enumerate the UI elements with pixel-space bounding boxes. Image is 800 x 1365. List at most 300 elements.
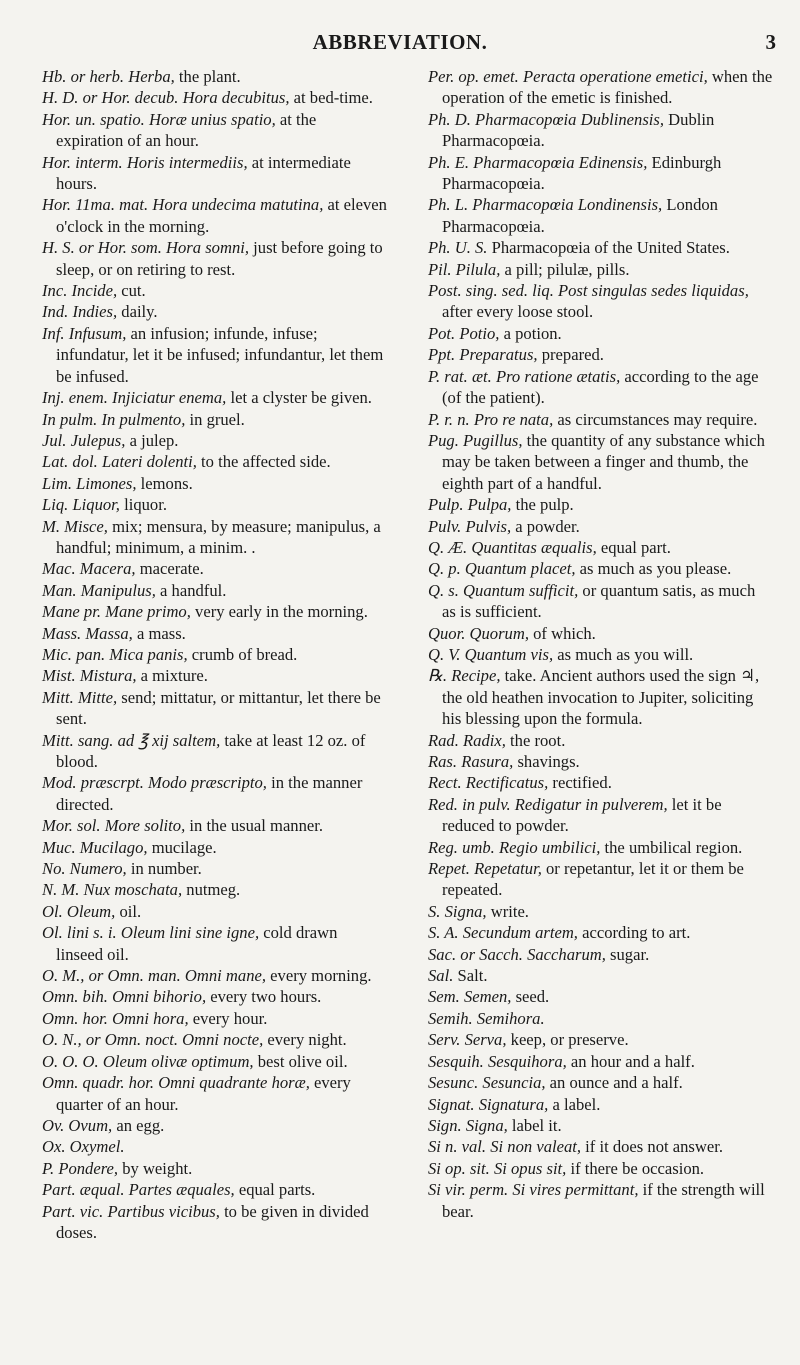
glossary-entry [42, 1201, 387, 1244]
entry-definition: take. Ancient authors used the sign ♃, the old heathen invocation to Jupiter, soliciting his blessing upon the formula. [442, 666, 760, 729]
entry-latin-term: Quorum, [469, 623, 529, 643]
entry-definition: the umbilical region. [600, 837, 743, 857]
entry-latin-term: Sesquihora, [487, 1051, 567, 1071]
entry-latin-term: Pulpa, [467, 495, 512, 515]
glossary-entry [42, 730, 387, 773]
page-title: ABBREVIATION. [312, 30, 488, 54]
entry-abbreviation: P. [42, 1158, 55, 1178]
entry-definition: by weight. [118, 1158, 193, 1178]
entry-abbreviation: P. r. n. [428, 409, 470, 429]
entry-latin-term: Si opus sit, [493, 1158, 567, 1178]
entry-definition: rectified. [548, 773, 612, 793]
entry-abbreviation: Serv. [428, 1030, 461, 1050]
entry-abbreviation: ℞. [428, 666, 448, 686]
entry-abbreviation: Ph. L. [428, 195, 469, 215]
entry-abbreviation: Ov. [42, 1115, 65, 1135]
entry-definition: at bed-time. [289, 88, 373, 108]
entry-definition: keep, or preserve. [506, 1030, 629, 1050]
glossary-entry [42, 601, 387, 622]
glossary-entry [42, 516, 387, 559]
entry-definition: at intermediate hours. [56, 152, 351, 194]
entry-abbreviation: Semih. [428, 1008, 473, 1028]
entry-latin-term: Pharmacopœia Londinensis, [472, 195, 663, 215]
entry-abbreviation: Mod. præscrpt. [42, 773, 144, 793]
glossary-entry [428, 1136, 773, 1157]
glossary-entry [42, 687, 387, 730]
page-number: 3 [765, 30, 776, 54]
glossary-entry [428, 558, 773, 579]
entry-latin-term: Preparatus, [459, 345, 538, 365]
entry-definition: Salt. [453, 966, 488, 986]
entry-latin-term: Semihora. [476, 1008, 545, 1028]
glossary-entry [42, 1072, 387, 1115]
entry-definition: a label. [548, 1094, 601, 1114]
entry-abbreviation: Mac. [42, 559, 76, 579]
entry-abbreviation: Rect. [428, 773, 462, 793]
glossary-entry [428, 537, 773, 558]
entry-abbreviation: O. O. O. [42, 1051, 99, 1071]
entry-abbreviation: Inc. [42, 281, 68, 301]
entry-latin-term: Signa, [444, 901, 487, 921]
entry-latin-term: Redigatur in pulverem, [514, 794, 668, 814]
entry-latin-term: Mane primo, [105, 602, 191, 622]
glossary-entry [428, 280, 773, 323]
glossary-entry [428, 965, 773, 986]
glossary-entry [42, 152, 387, 195]
entry-definition: lemons. [136, 473, 193, 493]
entry-definition: in gruel. [185, 409, 245, 429]
entry-latin-term: Mistura, [79, 666, 137, 686]
entry-abbreviation: Mist. [42, 666, 76, 686]
glossary-entry [42, 323, 387, 387]
entry-latin-term: Pro re nata, [473, 409, 554, 429]
glossary-entry [42, 1008, 387, 1029]
glossary-entry [428, 194, 773, 237]
entry-definition: seed. [511, 987, 550, 1007]
glossary-entry [428, 730, 773, 751]
entry-definition: Dublin Pharmacopœia. [442, 109, 715, 151]
entry-latin-term: Signa, [465, 1115, 508, 1135]
entry-latin-term: or Omn. man. Omni mane, [88, 966, 267, 986]
entry-latin-term: or Omn. noct. Omni nocte, [85, 1030, 264, 1050]
entry-definition: when the operation of the emetic is finished. [442, 67, 773, 108]
glossary-entry [428, 409, 773, 430]
entry-definition: in number. [126, 859, 202, 879]
glossary-entry [428, 109, 773, 152]
entry-definition: very early in the morning. [190, 602, 368, 622]
entry-abbreviation: Ph. E. [428, 152, 470, 172]
entry-abbreviation: Ind. [42, 302, 69, 322]
glossary-entry [428, 922, 773, 943]
glossary-entry [42, 87, 387, 108]
glossary-entry [42, 1179, 387, 1200]
entry-abbreviation: Pulv. [428, 516, 462, 536]
entry-latin-term: In pulmento, [101, 409, 186, 429]
left-column [42, 66, 387, 1243]
entry-definition: if the strength will bear. [442, 1180, 765, 1221]
entry-abbreviation: M. [42, 516, 60, 536]
entry-abbreviation: Part. vic. [42, 1201, 104, 1221]
glossary-entry [42, 430, 387, 451]
entry-latin-term: Pugillus, [463, 430, 523, 450]
entry-latin-term: or Hor. decub. Hora decubitus, [82, 88, 290, 108]
entry-abbreviation: Omn. hor. [42, 1008, 108, 1028]
glossary-entry [428, 1115, 773, 1136]
entry-abbreviation: Omn. quadr. hor. [42, 1073, 155, 1093]
entry-abbreviation: Si n. val. [428, 1137, 487, 1157]
entry-latin-term: Indies, [72, 302, 118, 322]
entry-abbreviation: Quor. [428, 623, 466, 643]
entry-definition: in the manner directed. [56, 773, 363, 814]
glossary-entry [428, 259, 773, 280]
entry-latin-term: or herb. Herba, [70, 67, 175, 86]
glossary-entry [428, 644, 773, 665]
entry-latin-term: Numero, [69, 859, 127, 879]
entry-abbreviation: Ox. [42, 1137, 66, 1157]
entry-definition: if it does not answer. [581, 1137, 723, 1157]
entry-definition: let a clyster be given. [226, 388, 372, 408]
entry-latin-term: Massa, [85, 623, 133, 643]
entry-abbreviation: Si vir. perm. [428, 1180, 509, 1200]
entry-latin-term: Repetatur, [474, 859, 542, 879]
entry-definition: at eleven o'clock in the morning. [56, 195, 387, 236]
entry-latin-term: Macera, [79, 559, 136, 579]
entry-definition: a handful. [155, 580, 227, 600]
entry-definition: to be given in divided doses. [56, 1201, 369, 1242]
entry-abbreviation: Sal. [428, 966, 454, 986]
entry-abbreviation: Mic. pan. [42, 644, 106, 664]
glossary-entry [428, 1051, 773, 1072]
entry-abbreviation: Rad. [428, 730, 459, 750]
entry-latin-term: Quantum vis, [464, 644, 554, 664]
entry-latin-term: Rasura, [461, 752, 514, 771]
entry-abbreviation: In pulm. [42, 409, 98, 429]
glossary-entry [42, 623, 387, 644]
entry-definition: nutmeg. [182, 880, 241, 900]
entry-latin-term: Radix, [463, 730, 506, 750]
entry-definition: if there be occasion. [566, 1158, 705, 1178]
entry-latin-term: Pilula, [455, 259, 501, 279]
entry-abbreviation: Pulp. [428, 495, 464, 515]
entry-definition: let it be reduced to powder. [442, 794, 722, 836]
entry-abbreviation: Mitt. [42, 687, 74, 707]
glossary-entry [42, 494, 387, 515]
entry-abbreviation: Omn. bih. [42, 987, 108, 1007]
entry-latin-term: Rectificatus, [465, 773, 549, 793]
glossary-entry [428, 794, 773, 837]
glossary-entry [428, 901, 773, 922]
entry-latin-term: Oleum olivæ optimum, [102, 1051, 254, 1071]
entry-abbreviation: Hor. interm. [42, 152, 123, 172]
entry-abbreviation: Ol. lini s. i. [42, 923, 117, 943]
entry-abbreviation: Q. p. [428, 559, 461, 579]
entry-latin-term: Serva, [464, 1030, 507, 1050]
entry-latin-term: Pharmacopœia Edinensis, [473, 152, 648, 172]
glossary-entry [42, 644, 387, 665]
glossary-entry [428, 772, 773, 793]
glossary-entry [428, 1179, 773, 1222]
entry-latin-term: Pulvis, [465, 516, 512, 536]
entry-latin-term: Liquor, [72, 495, 120, 515]
entry-abbreviation: Post. sing. sed. liq. [428, 281, 554, 301]
entry-latin-term: Sesuncia, [482, 1073, 546, 1093]
glossary-entry [42, 1158, 387, 1179]
entry-abbreviation: H. S. [42, 238, 75, 258]
entry-latin-term: Recipe, [451, 666, 501, 686]
entry-abbreviation: Hor. 11ma. mat. [42, 195, 149, 215]
entry-latin-term: Omni bihorio, [112, 987, 207, 1007]
glossary-entry [428, 494, 773, 515]
glossary-entry [42, 451, 387, 472]
entry-definition: or quantum satis, as much as is sufficient. [442, 580, 756, 622]
entry-latin-term: More solito, [104, 816, 186, 836]
entry-definition: Edinburgh Pharmacopœia. [442, 152, 722, 194]
entry-definition: the pulp. [511, 495, 574, 515]
entry-latin-term: Oxymel. [69, 1137, 125, 1157]
entry-latin-term: Infusum, [68, 323, 127, 343]
glossary-entry [428, 237, 773, 258]
glossary-entry [42, 858, 387, 879]
entry-latin-term: Julepus, [70, 430, 126, 450]
entry-abbreviation: Sesunc. [428, 1073, 479, 1093]
glossary-entry [428, 665, 773, 729]
entry-latin-term: Semen, [463, 987, 512, 1007]
entry-latin-term: Mica panis, [109, 644, 188, 664]
running-header [0, 30, 800, 54]
glossary-entry [428, 323, 773, 344]
entry-definition: a powder. [511, 516, 580, 536]
glossary-entry [42, 301, 387, 322]
glossary-entry [42, 1051, 387, 1072]
glossary-entry [42, 922, 387, 965]
right-column [428, 66, 773, 1222]
entry-latin-term: Lateri dolenti, [101, 452, 197, 472]
entry-definition: cut. [117, 281, 146, 301]
entry-abbreviation: Inj. enem. [42, 388, 108, 408]
entry-definition: every quarter of an hour. [56, 1073, 351, 1114]
entry-abbreviation: Lim. [42, 473, 72, 493]
entry-abbreviation: Signat. [428, 1094, 475, 1114]
entry-definition: an egg. [112, 1115, 165, 1135]
entry-latin-term: Post singulas sedes liquidas, [558, 281, 749, 301]
glossary-entry [42, 473, 387, 494]
entry-definition: mix; mensura, by measure; manipulus, a handful; minimum, a minim. . [56, 516, 381, 557]
entry-definition: every morning. [266, 966, 372, 986]
glossary-entry [42, 194, 387, 237]
entry-latin-term: Horis intermediis, [126, 152, 248, 172]
entry-definition: a pill; pilulæ, pills. [500, 259, 630, 279]
entry-definition: the plant. [174, 67, 241, 86]
entry-latin-term: Omni quadrante horæ, [158, 1073, 310, 1093]
entry-definition: cold drawn linseed oil. [56, 923, 338, 964]
glossary-entry [428, 366, 773, 409]
entry-definition: a julep. [125, 430, 179, 450]
glossary-entry [42, 965, 387, 986]
entry-abbreviation: Pil. [428, 259, 452, 279]
entry-definition: in the usual manner. [185, 816, 324, 836]
entry-abbreviation: Si op. sit. [428, 1158, 490, 1178]
entry-abbreviation: S. [428, 901, 441, 921]
entry-abbreviation: Mass. [42, 623, 82, 643]
entry-abbreviation: Mane pr. [42, 602, 101, 622]
entry-latin-term: Si non valeat, [490, 1137, 582, 1157]
glossary-entry [42, 280, 387, 301]
glossary-entry [42, 665, 387, 686]
glossary-entry [42, 409, 387, 430]
entry-abbreviation: Q. s. [428, 580, 459, 600]
entry-abbreviation: Sac. [428, 944, 457, 964]
glossary-entry [428, 1094, 773, 1115]
entry-latin-term: Mucilago, [79, 837, 148, 857]
entry-latin-term: Pondere, [58, 1158, 119, 1178]
glossary-entry [42, 387, 387, 408]
entry-definition: label it. [507, 1115, 562, 1135]
glossary-entry [42, 1136, 387, 1157]
entry-latin-term: Misce, [64, 516, 108, 536]
entry-latin-term: Omni hora, [112, 1008, 189, 1028]
entry-abbreviation: Liq. [42, 495, 69, 515]
entry-definition: a mixture. [136, 666, 208, 686]
entry-latin-term: Oleum, [66, 901, 116, 921]
entry-definition: as circumstances may require. [553, 409, 758, 429]
glossary-entry [42, 109, 387, 152]
entry-definition: mucilage. [147, 837, 217, 857]
entry-definition: sugar. [605, 944, 650, 964]
entry-definition: equal parts. [234, 1180, 316, 1200]
glossary-entry [42, 772, 387, 815]
entry-definition: oil. [115, 901, 142, 921]
entry-definition: daily. [117, 302, 158, 322]
entry-definition: send; mittatur, or mittantur, let there be sent. [56, 687, 381, 729]
glossary-entry [42, 558, 387, 579]
entry-latin-term: Modo præscripto, [148, 773, 267, 793]
glossary-entry [42, 837, 387, 858]
entry-definition: after every loose stool. [442, 302, 594, 322]
entry-abbreviation: O. N., [42, 1030, 82, 1050]
entry-definition: at the expiration of an hour. [56, 109, 317, 151]
entry-definition: shavings. [513, 752, 580, 771]
entry-definition: a mass. [132, 623, 186, 643]
entry-abbreviation: Sesquih. [428, 1051, 484, 1071]
glossary-entry [42, 1115, 387, 1136]
glossary-entry [428, 986, 773, 1007]
entry-definition: as much as you please. [575, 559, 732, 579]
entry-definition: every hour. [188, 1008, 268, 1028]
entry-latin-term: Nux moschata, [83, 880, 183, 900]
entry-definition: Pharmacopœia of the United States. [487, 238, 730, 258]
glossary-entry [428, 344, 773, 365]
entry-latin-term: or Sacch. Saccharum, [460, 944, 606, 964]
entry-latin-term: Regio umbilici, [498, 837, 601, 857]
glossary-entry [42, 1029, 387, 1050]
entry-latin-term: Incide, [71, 281, 118, 301]
entry-abbreviation: Pot. [428, 323, 456, 343]
entry-latin-term: Quantum placet, [464, 559, 576, 579]
entry-latin-term: Pharmacopœia Dublinensis, [475, 109, 665, 129]
entry-definition: as much as you will. [553, 644, 694, 664]
glossary-entry [428, 430, 773, 494]
entry-latin-term: Si vires permittant, [512, 1180, 639, 1200]
entry-abbreviation: No. [42, 859, 66, 879]
glossary-entry [42, 237, 387, 280]
entry-latin-term: Ovum, [68, 1115, 113, 1135]
entry-latin-term: Hora undecima matutina, [152, 195, 324, 215]
entry-abbreviation: Ras. [428, 752, 458, 771]
glossary-entry [42, 901, 387, 922]
entry-definition: of which. [528, 623, 596, 643]
entry-definition: an infusion; infunde, infuse; infundatur, let it be infused; infundantur, let them be infused. [56, 323, 384, 386]
glossary-entry [428, 1072, 773, 1093]
entry-definition: an ounce and a half. [545, 1073, 683, 1093]
entry-latin-term: Mitte, [77, 687, 118, 707]
entry-definition: write. [486, 901, 529, 921]
entry-definition: an hour and a half. [566, 1051, 695, 1071]
entry-abbreviation: Sign. [428, 1115, 462, 1135]
glossary-entry [428, 837, 773, 858]
glossary-entry [428, 152, 773, 195]
glossary-entry [428, 751, 773, 772]
entry-abbreviation: Jul. [42, 430, 67, 450]
entry-latin-term: Potio, [459, 323, 500, 343]
entry-abbreviation: O. M., [42, 966, 85, 986]
entry-latin-term: Quantum sufficit, [463, 580, 579, 600]
glossary-entry [428, 1158, 773, 1179]
entry-abbreviation: Inf. [42, 323, 65, 343]
glossary-entry [42, 815, 387, 836]
entry-abbreviation: N. M. [42, 880, 80, 900]
entry-abbreviation: S. A. [428, 923, 459, 943]
glossary-entry [42, 986, 387, 1007]
glossary-entry [42, 580, 387, 601]
entry-abbreviation: Red. in pulv. [428, 794, 511, 814]
entry-definition: just before going to sleep, or on retiring to rest. [56, 238, 383, 279]
entry-abbreviation: Ol. [42, 901, 63, 921]
entry-abbreviation: Reg. umb. [428, 837, 495, 857]
entry-definition: the root. [505, 730, 566, 750]
entry-definition: best olive oil. [253, 1051, 348, 1071]
glossary-entry [428, 516, 773, 537]
entry-abbreviation: Lat. dol. [42, 452, 98, 472]
entry-latin-term: Secundum artem, [462, 923, 578, 943]
entry-definition: prepared. [537, 345, 604, 365]
entry-definition: every night. [263, 1030, 347, 1050]
glossary-entry [428, 623, 773, 644]
entry-latin-term: Oleum lini sine igne, [120, 923, 260, 943]
entry-latin-term: or Hor. som. Hora somni, [78, 238, 250, 258]
entry-latin-term: Signatura, [478, 1094, 549, 1114]
entry-abbreviation: Mitt. sang. ad ℥ xij saltem, [42, 730, 221, 750]
entry-definition: take at least 12 oz. of blood. [56, 730, 366, 771]
entry-abbreviation: H. D. [42, 88, 79, 108]
entry-abbreviation: Hor. un. spatio. [42, 109, 145, 129]
entry-definition: London Pharmacopœia. [442, 195, 718, 236]
entry-latin-term: Partibus vicibus, [107, 1201, 220, 1221]
entry-definition: according to art. [577, 923, 691, 943]
glossary-entry [428, 580, 773, 623]
entry-abbreviation: Mor. sol. [42, 816, 101, 836]
glossary-entry [428, 1029, 773, 1050]
entry-definition: the quantity of any substance which may be taken between a finger and thumb, the eighth part of a handful. [442, 430, 765, 493]
entry-latin-term: Injiciatur enema, [112, 388, 227, 408]
entry-abbreviation: Hb. [42, 67, 67, 86]
entry-definition: to the affected side. [196, 452, 331, 472]
entry-abbreviation: Muc. [42, 837, 76, 857]
entry-definition: a potion. [499, 323, 562, 343]
entry-abbreviation: Man. [42, 580, 77, 600]
entry-abbreviation: Q. V. [428, 644, 461, 664]
glossary-entry [42, 879, 387, 900]
entry-definition: crumb of bread. [187, 644, 298, 664]
